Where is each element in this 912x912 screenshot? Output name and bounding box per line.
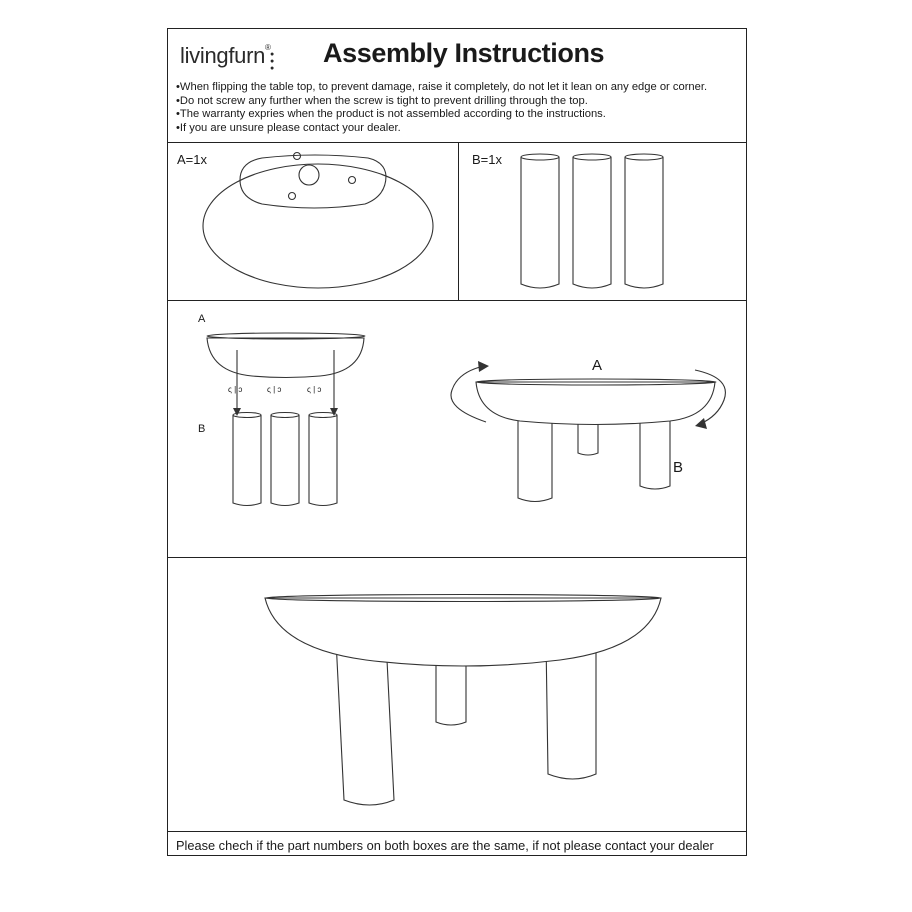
note-item: • When flipping the table top, to prevent damage, raise it completely, do not let it lean on any edge or corner. xyxy=(176,81,707,95)
screw-mark: ς | ɔ xyxy=(267,385,282,394)
registered-mark: ® xyxy=(265,43,271,52)
note-item: • If you are unsure please contact your dealer. xyxy=(176,122,707,136)
step2-label-b: B xyxy=(673,459,684,476)
part-b-quantity: B=1x xyxy=(472,152,502,167)
screw-mark: ς | ɔ xyxy=(307,385,322,394)
footer-note: Please chech if the part numbers on both boxes are the same, if not please contact your dealer xyxy=(176,838,714,853)
step2-label-a: A xyxy=(592,357,603,374)
legs-illustration xyxy=(521,154,663,288)
step1-exploded-illustration xyxy=(207,333,365,506)
step2-flip-illustration xyxy=(451,361,725,502)
note-item: • The warranty expries when the product is not assembled according to the instructions. xyxy=(176,108,707,122)
note-item: • Do not screw any further when the screw is tight to prevent drilling through the top. xyxy=(176,95,707,109)
step1-label-b: B xyxy=(198,423,206,435)
assembled-table-illustration xyxy=(265,595,661,806)
part-a-quantity: A=1x xyxy=(177,152,207,167)
brand-name: livingfurn xyxy=(180,43,266,68)
page-title: Assembly Instructions xyxy=(323,38,605,68)
screw-mark: ς | ɔ xyxy=(228,385,243,394)
table-top-illustration xyxy=(203,153,433,289)
step1-label-a: A xyxy=(198,313,206,325)
brand-dots: ● ● ● xyxy=(270,51,276,72)
